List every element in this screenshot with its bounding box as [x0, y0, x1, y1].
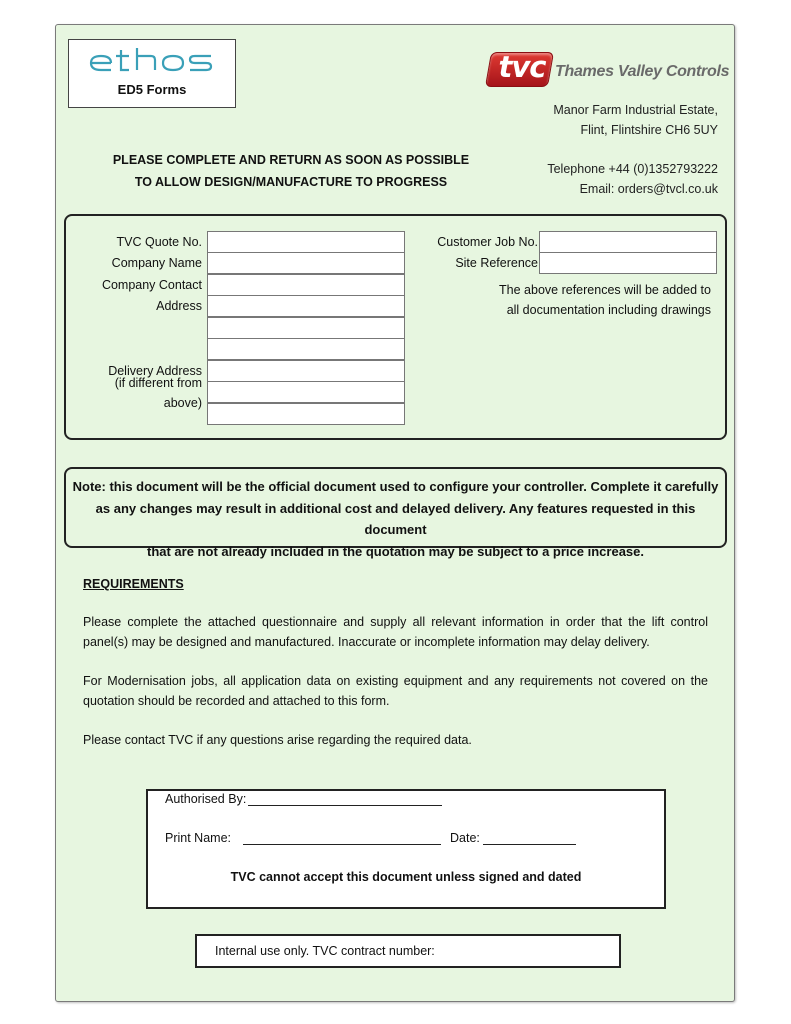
- note-line-2: as any changes may result in additional cost and delayed delivery. Any features requested in this document: [95, 500, 696, 537]
- email: Email: orders@tvcl.co.uk: [579, 182, 718, 196]
- print-name-field[interactable]: [243, 831, 441, 845]
- form-page: [55, 24, 735, 1002]
- label-delivery-note-end: above): [163, 396, 202, 410]
- signature-box: [146, 789, 666, 909]
- note-text: [66, 476, 725, 562]
- date-label: Date:: [450, 831, 480, 845]
- authorised-by-label: Authorised By:: [165, 792, 247, 806]
- requirements-title: REQUIREMENTS: [83, 577, 184, 591]
- label-company-contact: Company Contact: [101, 278, 202, 292]
- signature-warning: TVC cannot accept this document unless signed and dated: [230, 870, 582, 884]
- address-line-2: Flint, Flintshire CH6 5UY: [580, 123, 718, 137]
- customer-job-no-input[interactable]: [539, 231, 717, 253]
- instruction-line-2: TO ALLOW DESIGN/MANUFACTURE TO PROGRESS: [134, 175, 448, 189]
- ethos-subtitle: ED5 Forms: [117, 82, 187, 97]
- delivery-address-input-line-2[interactable]: [207, 381, 405, 403]
- company-name-input[interactable]: [207, 252, 405, 274]
- print-name-label: Print Name:: [165, 831, 231, 845]
- note-line-1: Note: this document will be the official document used to configure your controller. Complete it carefully: [72, 479, 719, 494]
- internal-use-label: Internal use only. TVC contract number:: [215, 944, 435, 958]
- note-panel: [64, 467, 727, 559]
- reference-note-line-2: all documentation including drawings: [506, 303, 711, 317]
- site-reference-input[interactable]: [539, 252, 717, 274]
- tvc-logo: [488, 52, 730, 90]
- tvc-badge-text: tvc: [498, 50, 546, 84]
- company-contact-input[interactable]: [207, 274, 405, 296]
- ethos-logo-box: [68, 39, 236, 108]
- label-address: Address: [156, 299, 202, 313]
- requirements-paragraph-3: Please contact TVC if any questions arise regarding the required data.: [83, 733, 472, 747]
- address-input-line-1[interactable]: [207, 295, 405, 317]
- details-panel: [64, 214, 727, 440]
- label-site-reference: Site Reference: [455, 256, 538, 270]
- telephone: Telephone +44 (0)1352793222: [547, 162, 718, 176]
- address-input-line-2[interactable]: [207, 317, 405, 339]
- address-input-line-3[interactable]: [207, 338, 405, 360]
- label-customer-job-no: Customer Job No.: [437, 235, 538, 249]
- instruction-line-1: PLEASE COMPLETE AND RETURN AS SOON AS POSSIBLE: [112, 153, 470, 167]
- delivery-address-input-line-1[interactable]: [207, 360, 405, 382]
- label-delivery-address: Delivery Address: [108, 364, 202, 378]
- internal-use-box: [195, 934, 621, 968]
- instruction-heading: [96, 149, 486, 193]
- reference-note: [499, 280, 711, 320]
- reference-note-line-1: The above references will be added to: [499, 283, 711, 297]
- authorised-by-field[interactable]: [248, 792, 442, 806]
- requirements-paragraph-2: For Modernisation jobs, all application data on existing equipment and any requirements not covered on the quotation should be recorded and attached to this form.: [83, 674, 708, 708]
- delivery-address-input-line-3[interactable]: [207, 403, 405, 425]
- label-company-name: Company Name: [111, 256, 202, 270]
- label-tvc-quote-no: TVC Quote No.: [116, 235, 202, 249]
- date-field[interactable]: [483, 831, 576, 845]
- requirements-paragraph-1: Please complete the attached questionnaire and supply all relevant information in order that the lift control panel(s) may be designed and manufactured. Inaccurate or incomplete information may delay delivery.: [83, 615, 708, 649]
- note-line-3: that are not already included in the quotation may be subject to a price increase.: [146, 543, 644, 559]
- ethos-logo: [89, 46, 215, 76]
- tvc-quote-no-input[interactable]: [207, 231, 405, 253]
- brand-name: Thames Valley Controls: [555, 63, 730, 80]
- address-line-1: Manor Farm Industrial Estate,: [553, 103, 718, 117]
- label-delivery-note: (if different from: [114, 376, 202, 390]
